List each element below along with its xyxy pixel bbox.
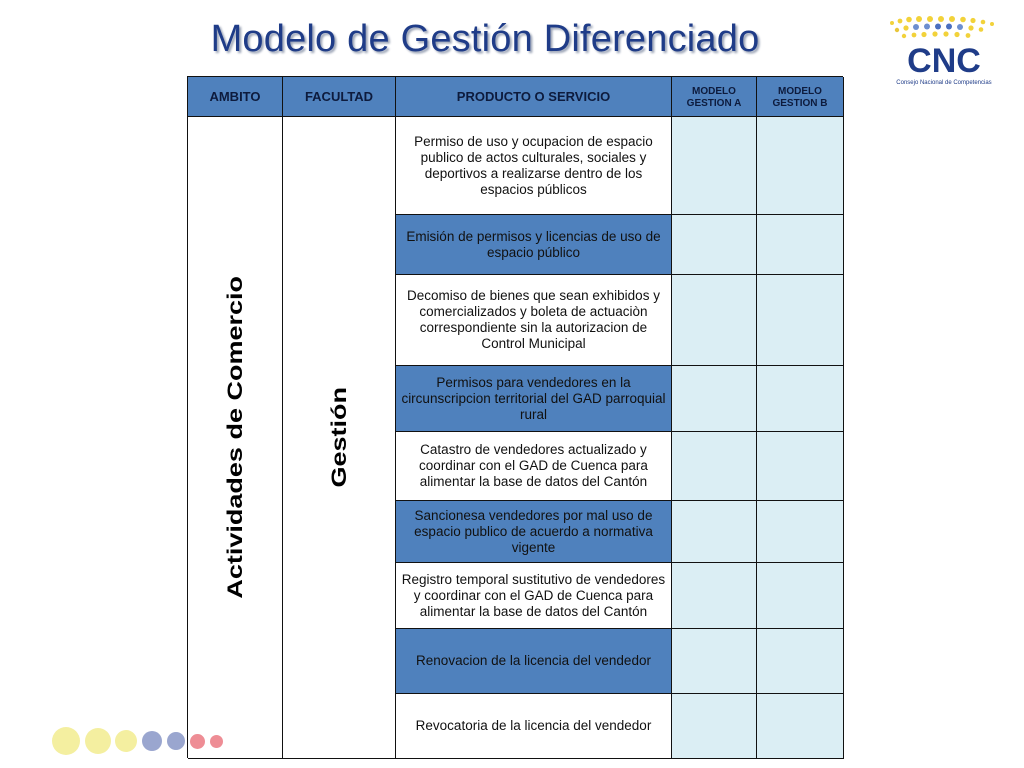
modelo-b-cell: [757, 432, 844, 501]
product-cell: Renovacion de la licencia del vendedor: [396, 629, 672, 694]
modelo-b-cell: [757, 117, 844, 215]
decor-dot-icon: [210, 735, 223, 748]
header-ambito: AMBITO: [188, 77, 283, 117]
ambito-value: Actividades de Comercio: [222, 276, 247, 599]
logo-text: CNC: [907, 42, 981, 80]
product-cell: Registro temporal sustitutivo de vendedores y coordinar con el GAD de Cuenca para alimentar la base de datos del Cantón: [396, 563, 672, 629]
modelo-b-cell: [757, 501, 844, 563]
header-modelo-b: MODELO GESTION B: [757, 77, 844, 117]
header-modelo-a: MODELO GESTION A: [672, 77, 757, 117]
product-cell: Catastro de vendedores actualizado y coordinar con el GAD de Cuenca para alimentar la base de datos del Cantón: [396, 432, 672, 501]
slide-title: Modelo de Gestión Diferenciado: [210, 18, 760, 60]
logo-dots-icon: [890, 16, 994, 38]
modelo-a-cell: [672, 117, 757, 215]
modelo-b-cell: [757, 694, 844, 759]
modelo-b-cell: [757, 629, 844, 694]
product-cell: Permiso de uso y ocupacion de espacio publico de actos culturales, sociales y deportivos a realizarse dentro de los espacios públicos: [396, 117, 672, 215]
product-cell: Decomiso de bienes que sean exhibidos y comercializados y boleta de actuaciòn correspondiente sin la autorizacion de Control Municipal: [396, 275, 672, 366]
decor-dot-icon: [115, 730, 137, 752]
modelo-b-cell: [757, 563, 844, 629]
header-producto: PRODUCTO O SERVICIO: [396, 77, 672, 117]
management-model-table: [187, 76, 843, 758]
modelo-a-cell: [672, 215, 757, 275]
facultad-value: Gestión: [326, 387, 351, 488]
product-cell: Revocatoria de la licencia del vendedor: [396, 694, 672, 759]
modelo-b-cell: [757, 366, 844, 432]
ambito-cell: [188, 117, 283, 759]
decor-dot-icon: [52, 727, 80, 755]
product-cell: Permisos para vendedores en la circunscripcion territorial del GAD parroquial rural: [396, 366, 672, 432]
facultad-cell: [283, 117, 396, 759]
modelo-a-cell: [672, 629, 757, 694]
modelo-a-cell: [672, 432, 757, 501]
product-cell: Sancionesa vendedores por mal uso de espacio publico de acuerdo a normativa vigente: [396, 501, 672, 563]
modelo-b-cell: [757, 215, 844, 275]
decor-dot-icon: [142, 731, 162, 751]
modelo-a-cell: [672, 694, 757, 759]
modelo-a-cell: [672, 501, 757, 563]
decor-dot-icon: [85, 728, 111, 754]
decor-dot-icon: [190, 734, 205, 749]
modelo-a-cell: [672, 275, 757, 366]
decor-dot-icon: [167, 732, 185, 750]
modelo-b-cell: [757, 275, 844, 366]
modelo-a-cell: [672, 366, 757, 432]
header-facultad: FACULTAD: [283, 77, 396, 117]
cnc-logo: [884, 14, 1014, 94]
logo-subtitle: Consejo Nacional de Competencias: [896, 80, 992, 86]
product-cell: Emisión de permisos y licencias de uso de espacio público: [396, 215, 672, 275]
modelo-a-cell: [672, 563, 757, 629]
